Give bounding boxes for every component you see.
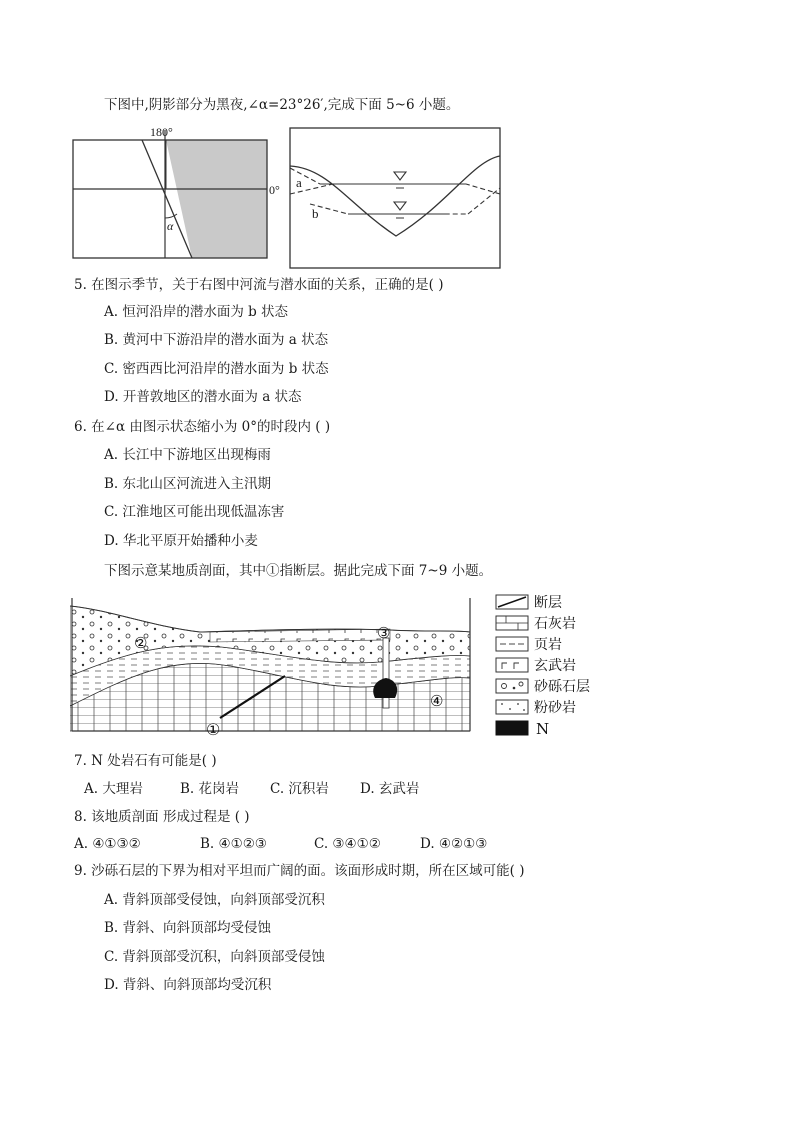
q9-stem: 9. 沙砾石层的下界为相对平坦而广阔的面。该面形成时期，所在区域可能( ) — [74, 863, 525, 879]
q5-option-b: B. 黄河中下游沿岸的潜水面为 a 状态 — [104, 332, 329, 348]
svg-text:玄武岩: 玄武岩 — [534, 658, 576, 674]
q6-stem: 6. 在∠α 由图示状态缩小为 0°的时段内 ( ) — [74, 419, 331, 435]
q9-option-d: D. 背斜、向斜顶部均受沉积 — [104, 977, 272, 993]
intro-text-2: 下图示意某地质剖面，其中①指断层。据此完成下面 7~9 小题。 — [104, 563, 493, 579]
marker-3: ③ — [377, 626, 391, 642]
q8-option-d: D. ④②①③ — [420, 836, 488, 852]
river-water-table-diagram — [288, 126, 504, 272]
q5-option-d: D. 开普敦地区的潜水面为 a 状态 — [104, 389, 302, 405]
geology-legend — [494, 592, 624, 738]
legend-gravel — [496, 678, 590, 695]
q8-option-b: B. ④①②③ — [200, 836, 267, 852]
svg-text:页岩: 页岩 — [534, 637, 562, 653]
q7-option-b: B. 花岗岩 — [180, 781, 240, 797]
q8-option-c: C. ③④①② — [314, 836, 381, 852]
q6-option-c: C. 江淮地区可能出现低温冻害 — [104, 504, 285, 520]
q8-stem: 8. 该地质剖面 形成过程是 ( ) — [74, 809, 250, 825]
legend-basalt — [496, 657, 576, 674]
label-0-degree: 0° — [269, 183, 280, 197]
svg-text:N: N — [536, 720, 550, 738]
legend-n — [496, 720, 549, 738]
label-alpha: α — [167, 219, 174, 233]
label-a: a — [296, 175, 302, 190]
q9-option-a: A. 背斜顶部受侵蚀，向斜顶部受沉积 — [104, 892, 325, 908]
marker-4: ④ — [430, 694, 444, 710]
q7-option-d: D. 玄武岩 — [360, 781, 420, 797]
svg-text:石灰岩: 石灰岩 — [534, 616, 576, 632]
legend-limestone — [496, 615, 576, 632]
svg-text:粉砂岩: 粉砂岩 — [534, 700, 576, 716]
q8-option-a: A. ④①③② — [74, 836, 141, 852]
q6-option-d: D. 华北平原开始播种小麦 — [104, 533, 258, 549]
legend-shale — [496, 636, 562, 653]
q6-option-b: B. 东北山区河流进入主汛期 — [104, 476, 272, 492]
q7-option-c: C. 沉积岩 — [270, 781, 329, 797]
label-b: b — [312, 206, 319, 221]
q5-option-c: C. 密西西比河沿岸的潜水面为 b 状态 — [104, 361, 329, 377]
svg-text:砂砾石层: 砂砾石层 — [534, 679, 590, 695]
legend-siltstone — [496, 699, 576, 716]
intro-text-1: 下图中,阴影部分为黑夜,∠α=23°26′,完成下面 5~6 小题。 — [104, 97, 460, 113]
label-180: 180° — [150, 125, 173, 139]
marker-1: ① — [206, 722, 221, 738]
geological-section-diagram — [70, 596, 480, 738]
q6-option-a: A. 长江中下游地区出现梅雨 — [104, 447, 271, 463]
q7-stem: 7. N 处岩石有可能是( ) — [74, 753, 217, 769]
q5-option-a: A. 恒河沿岸的潜水面为 b 状态 — [104, 304, 289, 320]
day-night-diagram — [60, 122, 290, 272]
svg-text:断层: 断层 — [534, 595, 562, 611]
q5-stem: 5. 在图示季节，关于右图中河流与潜水面的关系，正确的是( ) — [74, 277, 444, 293]
legend-fault — [496, 595, 562, 611]
q7-option-a: A. 大理岩 — [84, 781, 143, 797]
q9-option-c: C. 背斜顶部受沉积，向斜顶部受侵蚀 — [104, 949, 325, 965]
q9-option-b: B. 背斜、向斜顶部均受侵蚀 — [104, 920, 272, 936]
marker-2: ② — [134, 636, 148, 652]
